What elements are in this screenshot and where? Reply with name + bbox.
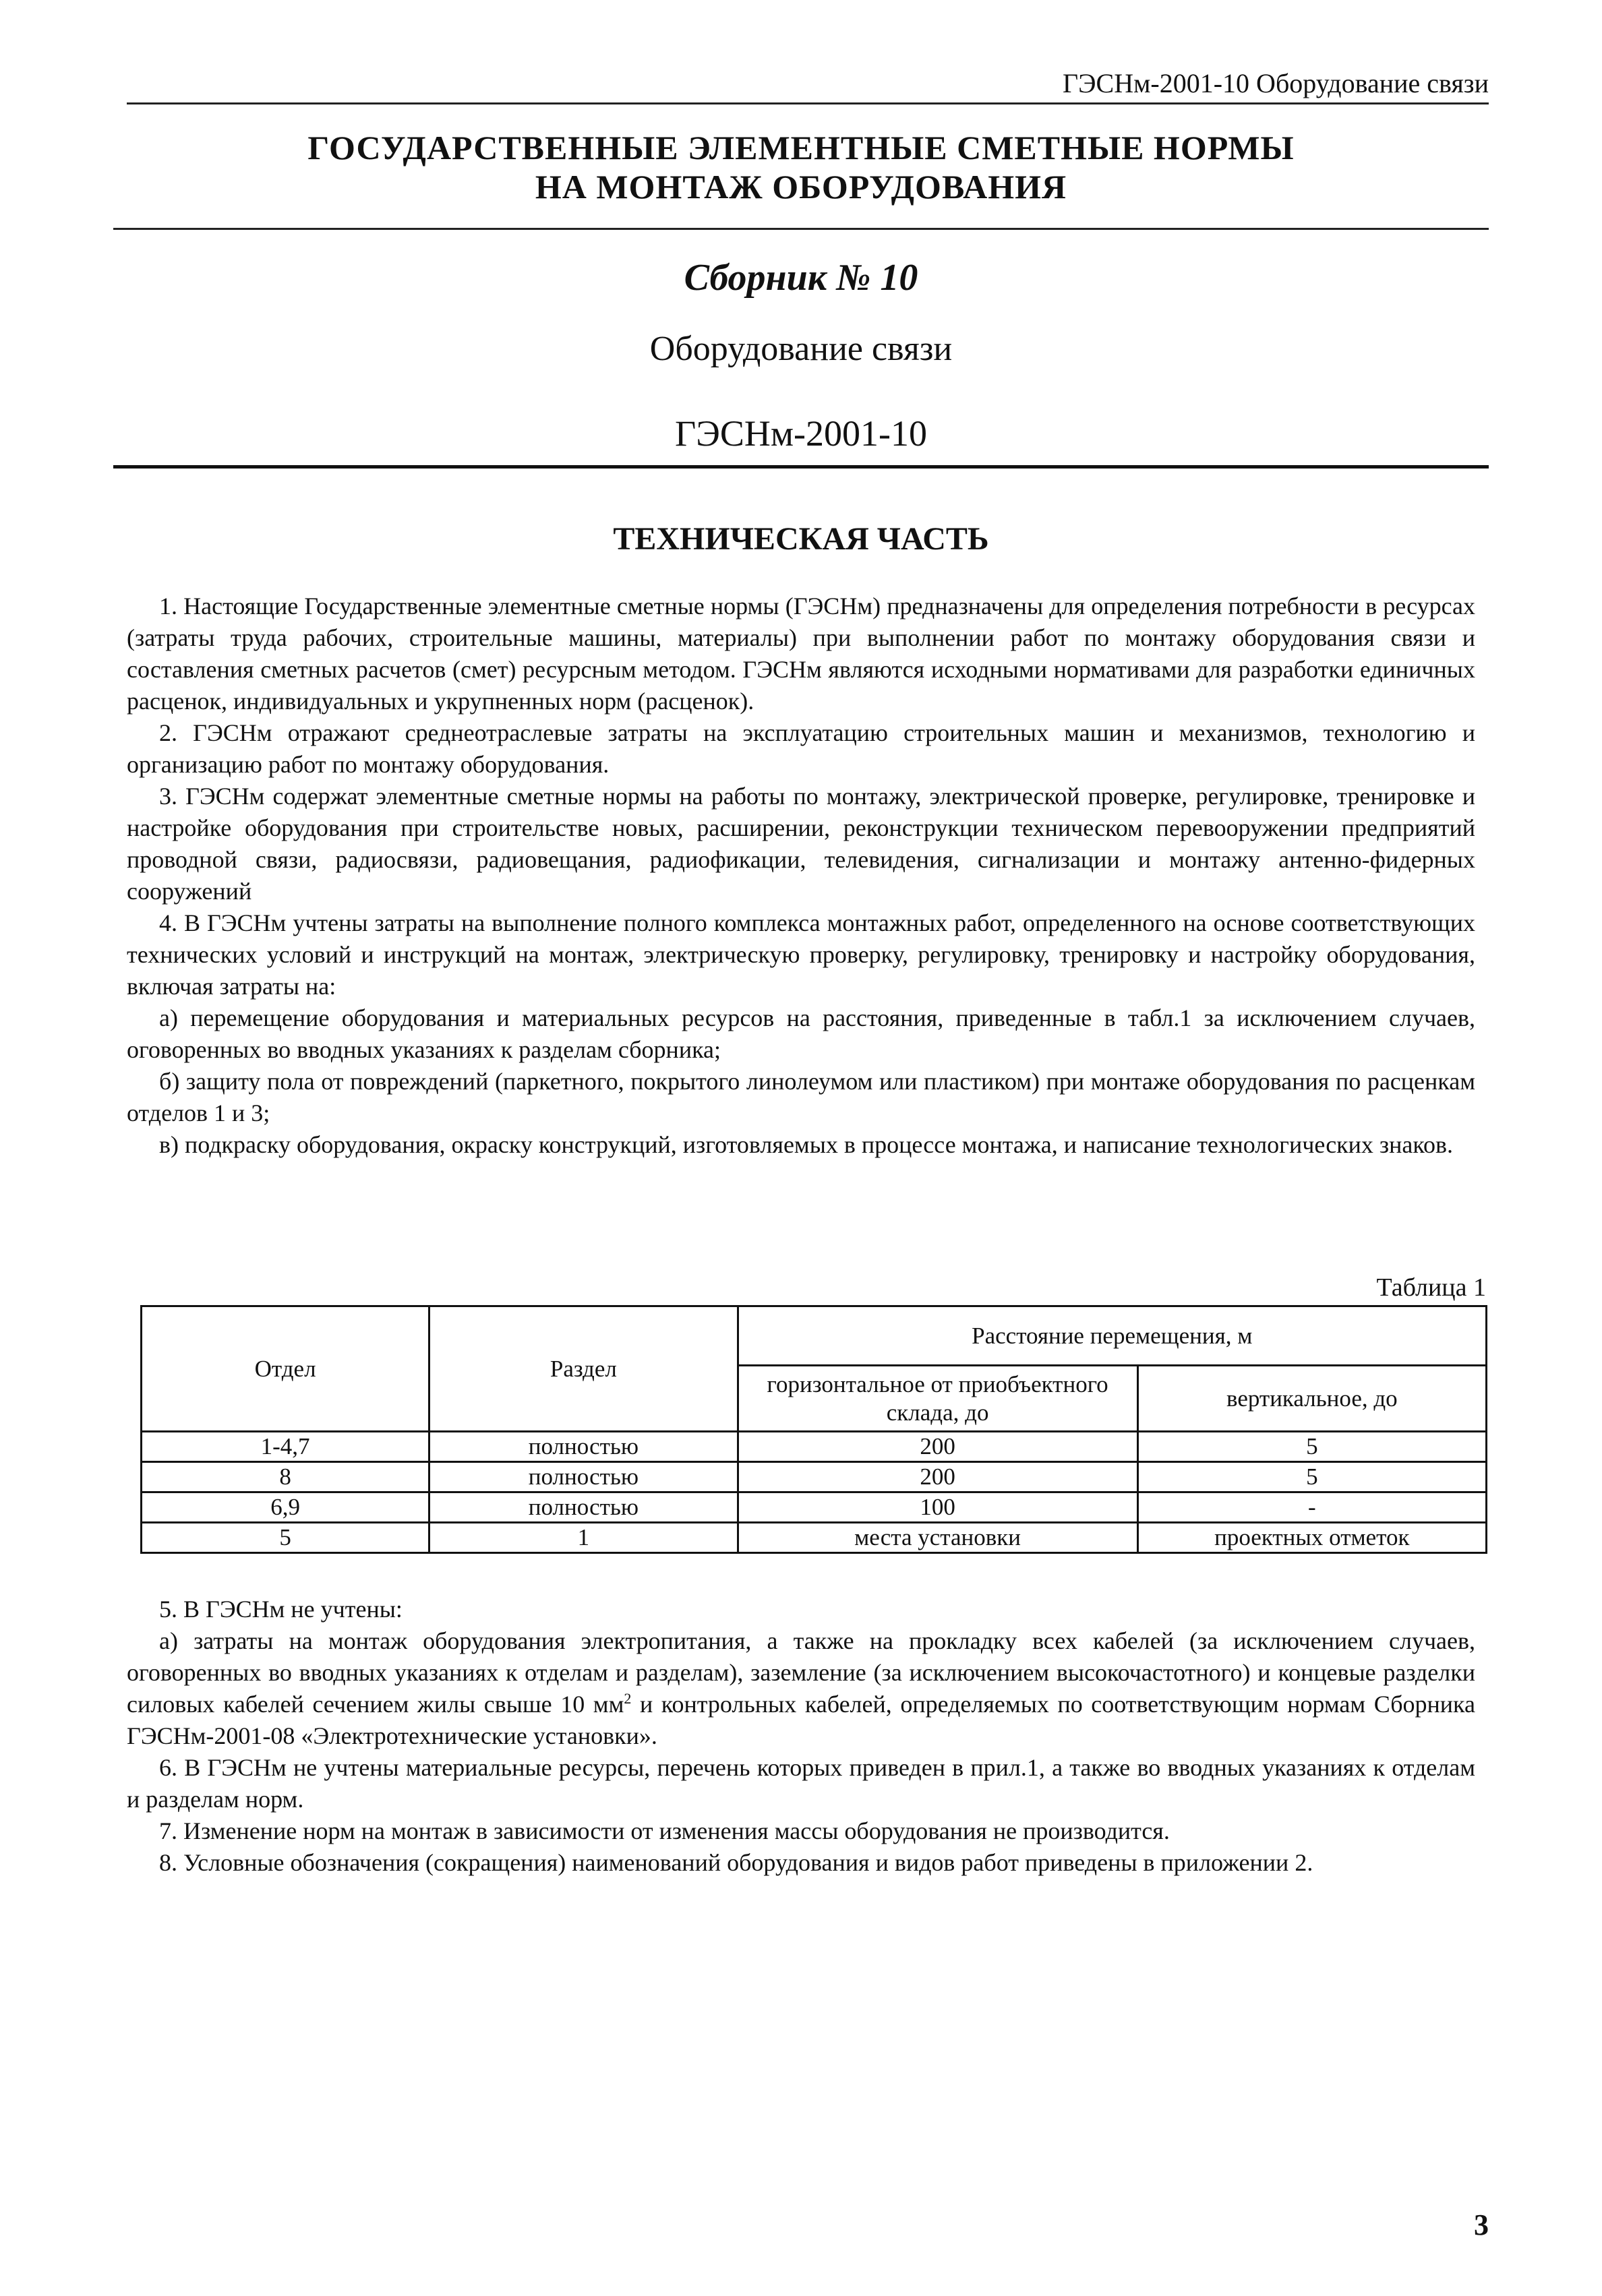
paragraph-4: 4. В ГЭСНм учтены затраты на выполнение полного комплекса монтажных работ, определенного на основе соответствующих технических условий и инструкций на монтаж, электрическую проверку, регулировку, тренировку и настройку оборудования, включая затраты на:: [127, 909, 1475, 1000]
cell-horizontal: 200: [738, 1462, 1137, 1492]
paragraph-2: 2. ГЭСНм отражают среднеотраслевые затраты на эксплуатацию строительных машин и механизмов, технологию и организацию работ по монтажу оборудования.: [127, 719, 1475, 778]
cell-section: полностью: [429, 1462, 738, 1492]
cell-horizontal: места установки: [738, 1523, 1137, 1553]
cell-vertical: -: [1137, 1492, 1486, 1523]
section-title: ТЕХНИЧЕСКАЯ ЧАСТЬ: [613, 521, 989, 557]
header-section: Раздел: [429, 1306, 738, 1432]
cell-department: 8: [142, 1462, 429, 1492]
cell-horizontal: 200: [738, 1432, 1137, 1462]
body-text: [127, 591, 1475, 1161]
cell-department: 1-4,7: [142, 1432, 429, 1462]
paragraph-4c: в) подкраску оборудования, окраску конструкций, изготовляемых в процессе монтажа, и написание технологических знаков.: [159, 1131, 1454, 1158]
table-row: [142, 1523, 1487, 1553]
paragraph-4a: а) перемещение оборудования и материальных ресурсов на расстояния, приведенные в табл.1 за исключением случаев, оговоренных во вводных указаниях к разделам сборника;: [127, 1004, 1475, 1063]
cell-vertical: проектных отметок: [1137, 1523, 1486, 1553]
page-number: 3: [1474, 2208, 1489, 2241]
header-department: Отдел: [142, 1306, 429, 1432]
paragraph-4b: б) защиту пола от повреждений (паркетного, покрытого линолеумом или пластиком) при монтаже оборудования по расценкам отделов 1 и 3;: [127, 1068, 1475, 1126]
table-caption: Таблица 1: [1376, 1273, 1486, 1302]
document-title-line-1: ГОСУДАРСТВЕННЫЕ ЭЛЕМЕНТНЫЕ СМЕТНЫЕ НОРМЫ: [307, 129, 1295, 167]
code-divider: [113, 465, 1489, 469]
table-row: [142, 1492, 1487, 1523]
cell-section: полностью: [429, 1492, 738, 1523]
collection-code: ГЭСНм-2001-10: [674, 413, 928, 454]
cell-section: 1: [429, 1523, 738, 1553]
title-divider: [113, 228, 1489, 230]
paragraph-7: 7. Изменение норм на монтаж в зависимости от изменения массы оборудования не производится.: [159, 1817, 1170, 1844]
cell-horizontal: 100: [738, 1492, 1137, 1523]
cell-vertical: 5: [1137, 1432, 1486, 1462]
cell-section: полностью: [429, 1432, 738, 1462]
distance-table: [140, 1305, 1487, 1554]
paragraph-5a-text-end: и контрольных кабелей, определяемых по соответствующим нормам Сборника ГЭСНм-2001-08 «Электротехнические установки».: [127, 1691, 1475, 1749]
paragraph-3: 3. ГЭСНм содержат элементные сметные нормы на работы по монтажу, электрической проверке, регулировке, тренировке и настройке оборудования при строительстве новых, расширении, реконструкции техническом перевооружении предприятий проводной связи, радиосвязи, радиовещания, радиофикации, телевидения, сигнализации и монтажу антенно-фидерных сооружений: [127, 783, 1475, 905]
superscript-2: 2: [624, 1690, 632, 1707]
paragraph-5: 5. В ГЭСНм не учтены:: [159, 1596, 403, 1623]
header-horizontal: горизонтальное от приобъектного склада, до: [738, 1366, 1137, 1432]
collection-name: Оборудование связи: [649, 330, 953, 368]
paragraph-6: 6. В ГЭСНм не учтены материальные ресурсы, перечень которых приведен в прил.1, а также во вводных указаниях к отделам и разделам норм.: [127, 1754, 1475, 1813]
paragraph-8: 8. Условные обозначения (сокращения) наименований оборудования и видов работ приведены в приложении 2.: [159, 1849, 1313, 1876]
header-distance: Расстояние перемещения, м: [738, 1306, 1486, 1366]
cell-vertical: 5: [1137, 1462, 1486, 1492]
cell-department: 5: [142, 1523, 429, 1553]
cell-department: 6,9: [142, 1492, 429, 1523]
running-header: ГЭСНм-2001-10 Оборудование связи: [1063, 68, 1489, 98]
body-text-after-table: [127, 1594, 1475, 1879]
paragraph-5a-text: а) затраты на монтаж оборудования электропитания, а также на прокладку всех кабелей (за исключением случаев, оговоренных во вводных указаниях к отделам и разделам), заземление (за исключением высокочастотного) и концевые разделки силовых кабелей сечением жилы свыше 10 мм: [127, 1627, 1475, 1718]
collection-number: Сборник № 10: [684, 257, 918, 299]
paragraph-1: 1. Настоящие Государственные элементные сметные нормы (ГЭСНм) предназначены для определения потребности в ресурсах (затраты труда рабочих, строительные машины, материалы) при выполнении работ по монтажу оборудования связи и составления сметных расчетов (смет) ресурсным методом. ГЭСНм являются исходными нормативами для разработки единичных расценок, индивидуальных и укрупненных норм (расценок).: [127, 593, 1475, 715]
header-divider: [127, 102, 1489, 104]
table-row: [142, 1432, 1487, 1462]
header-vertical: вертикальное, до: [1137, 1366, 1486, 1432]
table-row: [142, 1462, 1487, 1492]
paragraph-5a: [127, 1625, 1475, 1752]
document-title-line-2: НА МОНТАЖ ОБОРУДОВАНИЯ: [535, 168, 1067, 206]
